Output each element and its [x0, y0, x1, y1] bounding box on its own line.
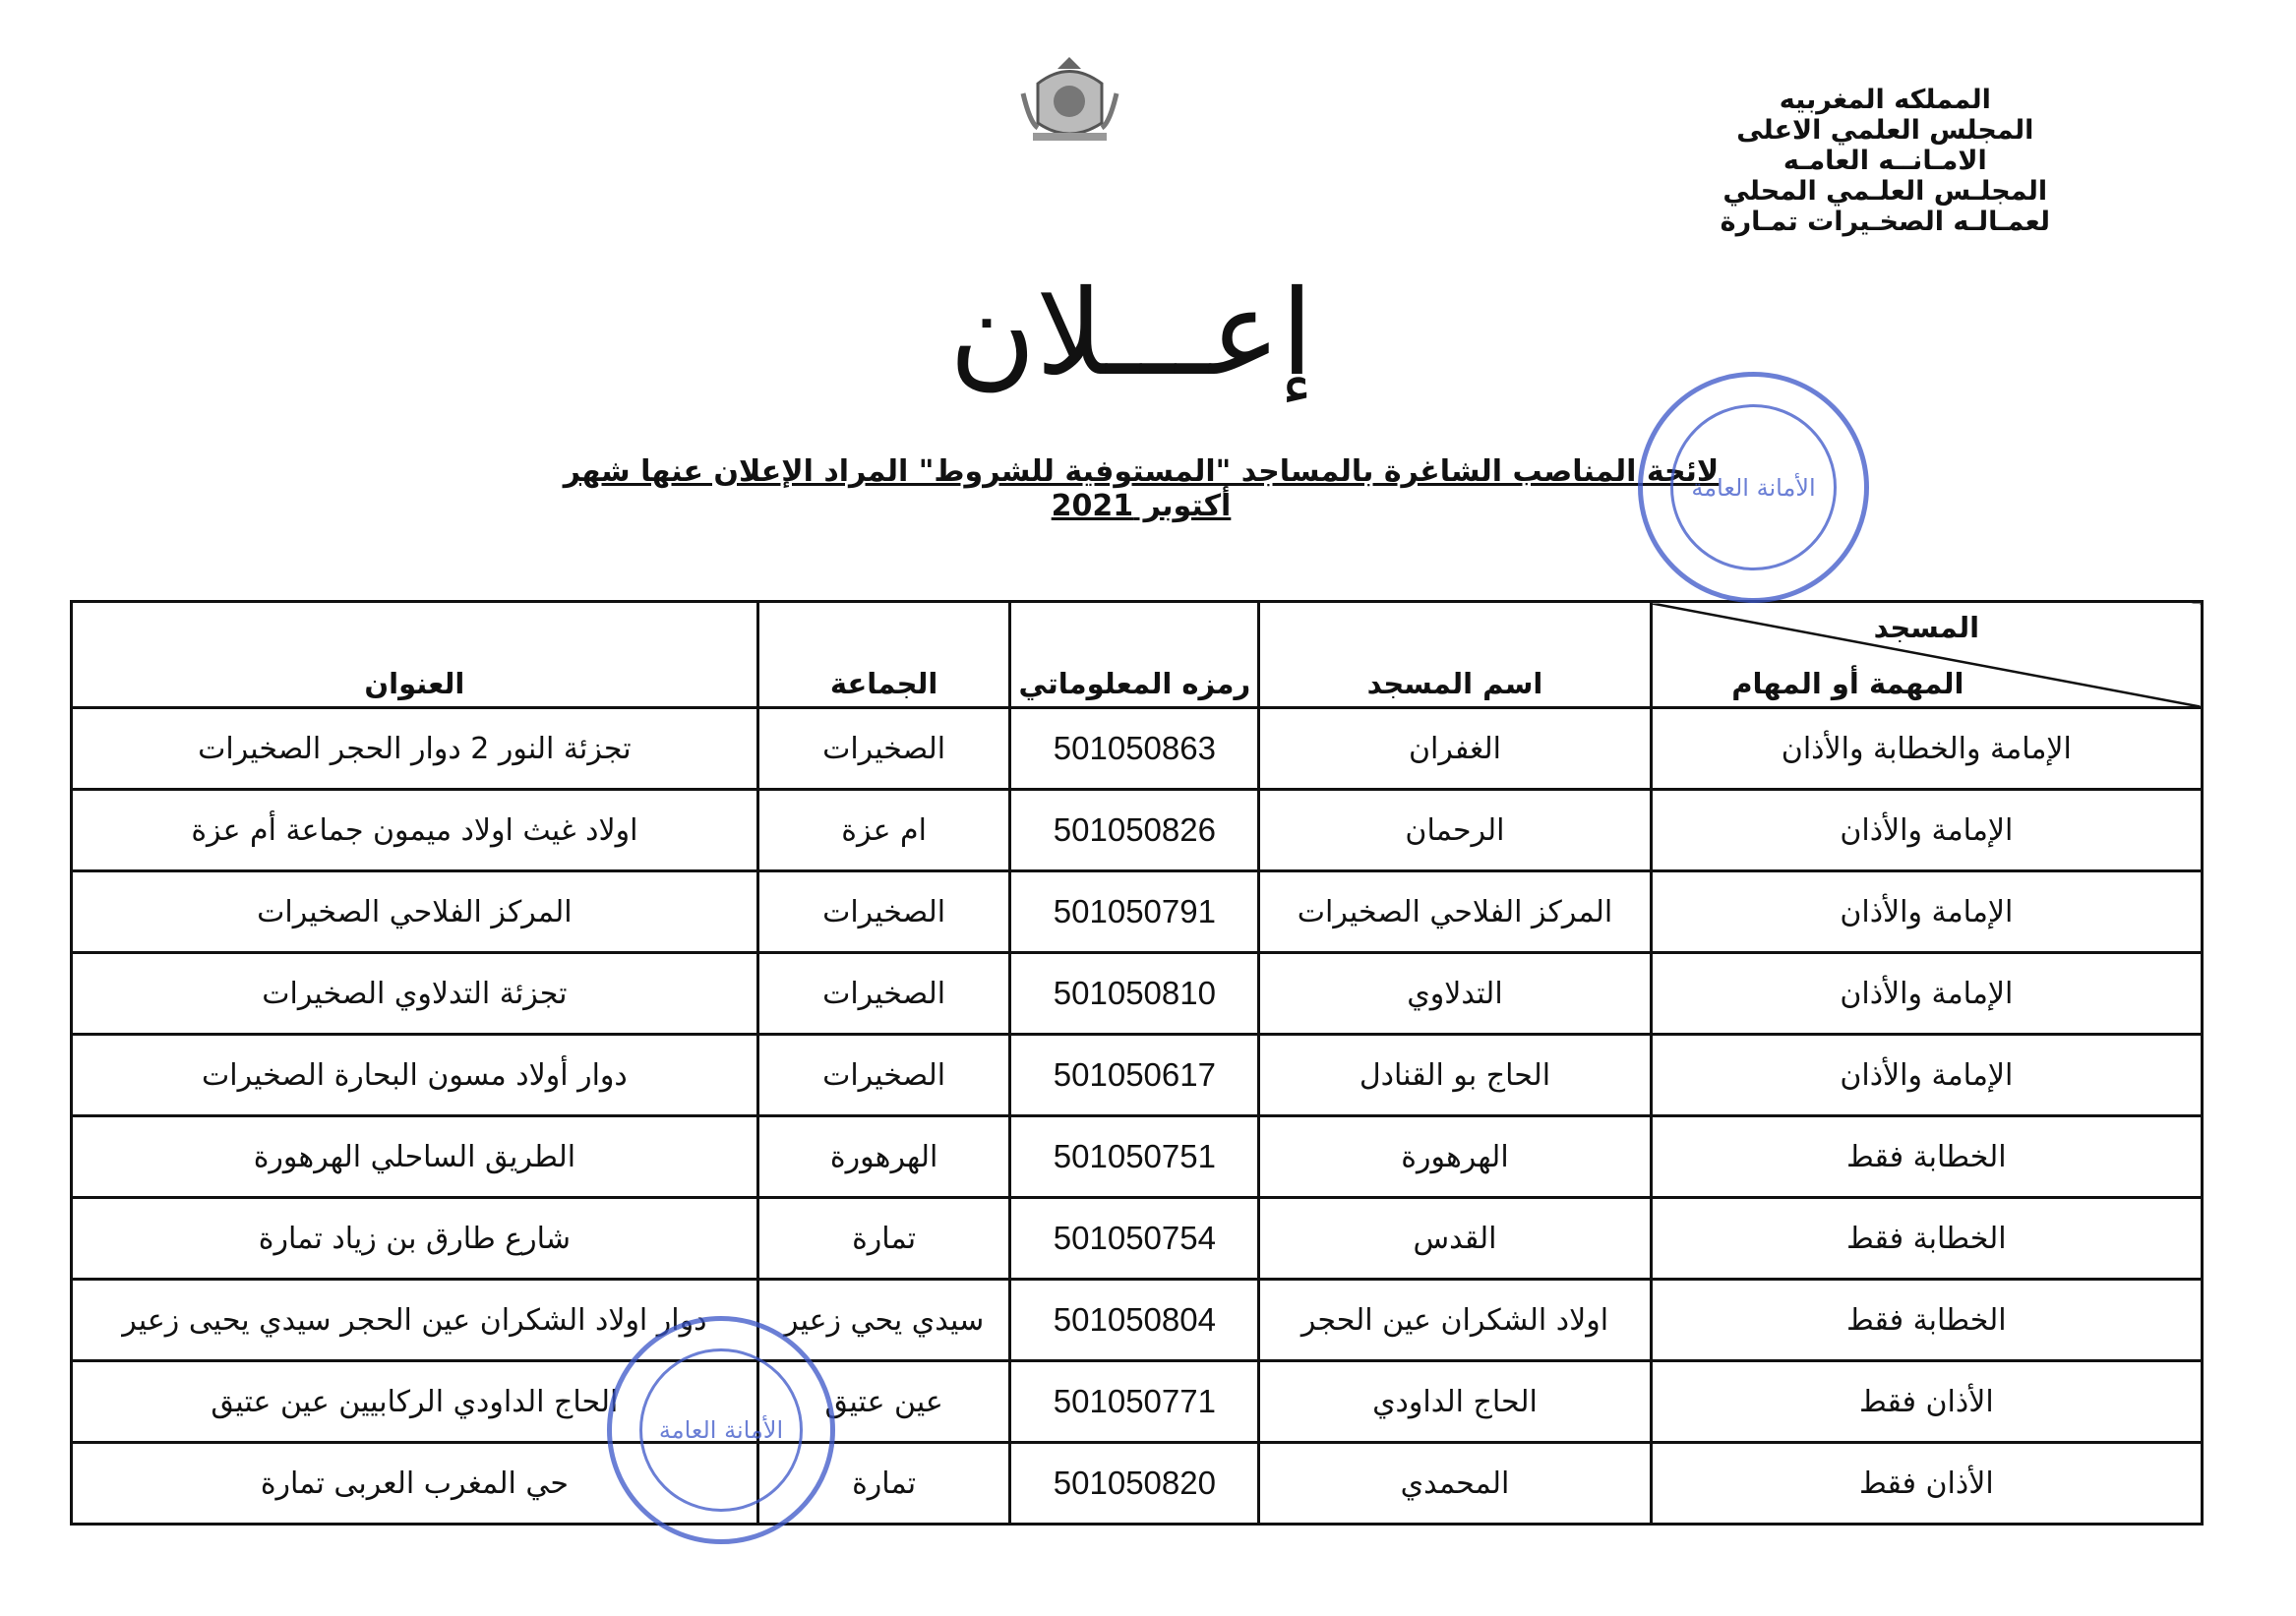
cell-commune: الهرهورة: [757, 1116, 1010, 1198]
cell-mosque-name: الرحمان: [1259, 790, 1651, 871]
letterhead-line: المملكه المغربيه: [1779, 85, 1991, 115]
table-row: [72, 953, 2203, 1035]
letterhead-line: المجلـس العلـمي المحلي: [1722, 176, 2048, 207]
letterhead: [1721, 85, 2050, 237]
table-row: [72, 1361, 2203, 1443]
cell-mosque-name: المركز الفلاحي الصخيرات: [1259, 871, 1651, 953]
cell-address: تجزئة النور 2 دوار الحجر الصخيرات: [72, 708, 758, 790]
cell-code: 501050617: [1010, 1035, 1259, 1116]
letterhead-line: لعمـالـه الصخـيرات تمـارة: [1720, 207, 2050, 237]
table-row: [72, 1443, 2203, 1525]
cell-task: الإمامة والأذان: [1651, 871, 2202, 953]
header-code: رمزه المعلوماتي: [1010, 602, 1259, 708]
cell-task: الأذان فقط: [1651, 1443, 2202, 1525]
cell-code: 501050863: [1010, 708, 1259, 790]
cell-task: الإمامة والأذان: [1651, 953, 2202, 1035]
official-stamp: [607, 1316, 835, 1544]
header-address: العنوان: [72, 602, 758, 708]
announcement-title: إعـــلان: [948, 266, 1314, 402]
cell-commune: الصخيرات: [757, 1035, 1010, 1116]
header-commune: الجماعة: [757, 602, 1010, 708]
cell-address: تجزئة التدلاوي الصخيرات: [72, 953, 758, 1035]
table-row: [72, 871, 2203, 953]
cell-commune: الصخيرات: [757, 953, 1010, 1035]
cell-commune: الصخيرات: [757, 708, 1010, 790]
cell-mosque-name: الهرهورة: [1259, 1116, 1651, 1198]
cell-address: المركز الفلاحي الصخيرات: [72, 871, 758, 953]
cell-commune: عين عتيق: [757, 1361, 1010, 1443]
cell-code: 501050754: [1010, 1198, 1259, 1280]
cell-task: الإمامة والخطابة والأذان: [1651, 708, 2202, 790]
cell-mosque-name: المحمدي: [1259, 1443, 1651, 1525]
letterhead-line: الامـانــه العامـه: [1782, 146, 1987, 176]
official-stamp: [1638, 372, 1869, 603]
header-task: [1651, 602, 2202, 708]
cell-code: 501050826: [1010, 790, 1259, 871]
subtitle: لائحة المناصب الشاغرة بالمساجد "المستوفية للشروط" المراد الإعلان عنها شهر أكتوبر 2021: [563, 454, 1720, 523]
cell-address: حي المغرب العربى تمارة: [72, 1443, 758, 1525]
cell-task: الإمامة والأذان: [1651, 1035, 2202, 1116]
cell-task: الخطابة فقط: [1651, 1280, 2202, 1361]
table-row: [72, 1280, 2203, 1361]
cell-mosque-name: الغفران: [1259, 708, 1651, 790]
cell-task: الخطابة فقط: [1651, 1116, 2202, 1198]
cell-code: 501050771: [1010, 1361, 1259, 1443]
cell-mosque-name: القدس: [1259, 1198, 1651, 1280]
cell-mosque-name: التدلاوي: [1259, 953, 1651, 1035]
letterhead-line: المجلس العلمي الاعلى: [1736, 115, 2034, 146]
cell-commune: تمارة: [757, 1443, 1010, 1525]
cell-mosque-name: الحاج الداودي: [1259, 1361, 1651, 1443]
table-header-row: [72, 602, 2203, 708]
table-row: [72, 1116, 2203, 1198]
table-row: [72, 790, 2203, 871]
cell-mosque-name: اولاد الشكران عين الحجر: [1259, 1280, 1651, 1361]
cell-commune: سيدي يحي زعير: [757, 1280, 1010, 1361]
cell-code: 501050751: [1010, 1116, 1259, 1198]
cell-task: الخطابة فقط: [1651, 1198, 2202, 1280]
cell-task: الأذان فقط: [1651, 1361, 2202, 1443]
cell-commune: الصخيرات: [757, 871, 1010, 953]
header-task-bottom: المهمة أو المهام: [1731, 667, 1964, 700]
header-task-top: المسجد: [1873, 611, 1980, 644]
coat-of-arms-emblem: [1018, 54, 1121, 148]
cell-code: 501050804: [1010, 1280, 1259, 1361]
cell-address: شارع طارق بن زياد تمارة: [72, 1198, 758, 1280]
cell-mosque-name: الحاج بو القنادل: [1259, 1035, 1651, 1116]
table-row: [72, 1198, 2203, 1280]
table-row: [72, 1035, 2203, 1116]
cell-address: دوار أولاد مسون البحارة الصخيرات: [72, 1035, 758, 1116]
header-mosque-name: اسم المسجد: [1259, 602, 1651, 708]
cell-code: 501050810: [1010, 953, 1259, 1035]
table-row: [72, 708, 2203, 790]
cell-address: اولاد غيث اولاد ميمون جماعة أم عزة: [72, 790, 758, 871]
stamp-text: الأمانة العامة: [1670, 404, 1837, 570]
cell-address: الحاج الداودي الركابيين عين عتيق: [72, 1361, 758, 1443]
vacancies-table: [70, 600, 2204, 1526]
cell-code: 501050791: [1010, 871, 1259, 953]
cell-code: 501050820: [1010, 1443, 1259, 1525]
cell-commune: ام عزة: [757, 790, 1010, 871]
stamp-text: الأمانة العامة: [639, 1348, 803, 1512]
cell-address: دوار اولاد الشكران عين الحجر سيدي يحيى زعير: [72, 1280, 758, 1361]
cell-commune: تمارة: [757, 1198, 1010, 1280]
cell-address: الطريق الساحلي الهرهورة: [72, 1116, 758, 1198]
cell-task: الإمامة والأذان: [1651, 790, 2202, 871]
